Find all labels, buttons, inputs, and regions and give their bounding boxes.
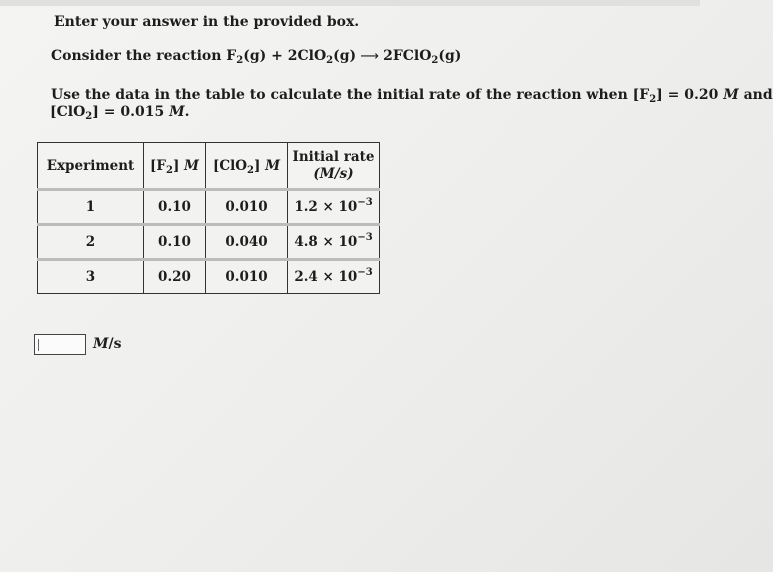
question-period: . bbox=[184, 104, 190, 120]
reactant-2-state: (g) bbox=[333, 48, 357, 64]
answer-unit-label bbox=[93, 336, 122, 352]
cell-clo2: 0.010 bbox=[206, 190, 288, 225]
rate-data-table bbox=[37, 142, 380, 294]
header-clo2-bracket: ] bbox=[253, 157, 266, 174]
product-state: (g) bbox=[438, 48, 462, 64]
cell-clo2: 0.010 bbox=[206, 260, 288, 294]
cell-f2: 0.20 bbox=[144, 260, 206, 294]
reaction-statement bbox=[51, 48, 461, 64]
cell-experiment: 1 bbox=[38, 190, 144, 225]
question-text-c: and bbox=[738, 87, 773, 103]
question-f2-subscript: 2 bbox=[649, 94, 657, 105]
cell-experiment: 2 bbox=[38, 225, 144, 260]
answer-unit-m: M bbox=[93, 336, 109, 352]
table-row bbox=[38, 190, 380, 225]
header-f2-bracket: ] bbox=[172, 157, 185, 174]
header-rate-unit: (M/s) bbox=[313, 165, 354, 182]
cell-rate-base: 1.2 × 10 bbox=[294, 199, 358, 215]
header-rate-label: Initial rate bbox=[292, 148, 375, 165]
question-text-b: ] = 0.20 bbox=[656, 87, 724, 103]
cell-experiment: 3 bbox=[38, 260, 144, 294]
question-line-1 bbox=[51, 87, 773, 103]
cell-rate-exponent: −3 bbox=[357, 197, 373, 208]
cell-rate bbox=[288, 260, 380, 294]
cell-f2: 0.10 bbox=[144, 225, 206, 260]
instructions-text: Enter your answer in the provided box. bbox=[54, 14, 360, 30]
reactant-1-state: (g) bbox=[243, 48, 267, 64]
question-unit-m: M bbox=[169, 104, 185, 120]
cell-rate-base: 2.4 × 10 bbox=[294, 269, 358, 285]
question-text-a: Use the data in the table to calculate the initial rate of the reaction when [F bbox=[51, 87, 650, 103]
question-clo2-subscript: 2 bbox=[85, 111, 93, 122]
top-strip bbox=[0, 0, 700, 6]
answer-unit-per-s: /s bbox=[108, 336, 122, 352]
product-subscript: 2 bbox=[431, 55, 439, 66]
header-f2 bbox=[144, 143, 206, 190]
product: 2FClO bbox=[383, 48, 432, 64]
cell-rate bbox=[288, 225, 380, 260]
header-initial-rate bbox=[288, 143, 380, 190]
header-clo2 bbox=[206, 143, 288, 190]
cell-rate-base: 4.8 × 10 bbox=[294, 234, 358, 250]
question-unit-m: M bbox=[723, 87, 739, 103]
reactant-2-subscript: 2 bbox=[326, 55, 334, 66]
cell-rate-exponent: −3 bbox=[357, 232, 373, 243]
question-text-e: ] = 0.015 bbox=[92, 104, 170, 120]
table-row bbox=[38, 225, 380, 260]
header-clo2-text: [ClO bbox=[212, 157, 247, 174]
header-experiment: Experiment bbox=[38, 143, 144, 190]
reaction-arrow-icon: ⟶ bbox=[356, 49, 384, 64]
header-f2-subscript: 2 bbox=[165, 164, 173, 176]
cell-rate bbox=[288, 190, 380, 225]
header-clo2-subscript: 2 bbox=[247, 164, 254, 176]
answer-input[interactable] bbox=[34, 334, 86, 355]
text-cursor bbox=[38, 339, 39, 351]
reactant-2: + 2ClO bbox=[266, 48, 327, 64]
header-f2-unit: M bbox=[184, 157, 199, 174]
header-f2-text: [F bbox=[150, 157, 166, 174]
table-header-row bbox=[38, 143, 380, 190]
header-clo2-unit: M bbox=[265, 157, 281, 174]
table-row bbox=[38, 260, 380, 294]
reactant-1-subscript: 2 bbox=[236, 55, 244, 66]
question-text-d: [ClO bbox=[50, 104, 86, 120]
cell-rate-exponent: −3 bbox=[357, 267, 373, 278]
question-line-2 bbox=[50, 104, 189, 120]
reaction-prefix: Consider the reaction bbox=[51, 48, 227, 64]
cell-f2: 0.10 bbox=[144, 190, 206, 225]
reactant-1: F bbox=[226, 48, 237, 64]
cell-clo2: 0.040 bbox=[206, 225, 288, 260]
